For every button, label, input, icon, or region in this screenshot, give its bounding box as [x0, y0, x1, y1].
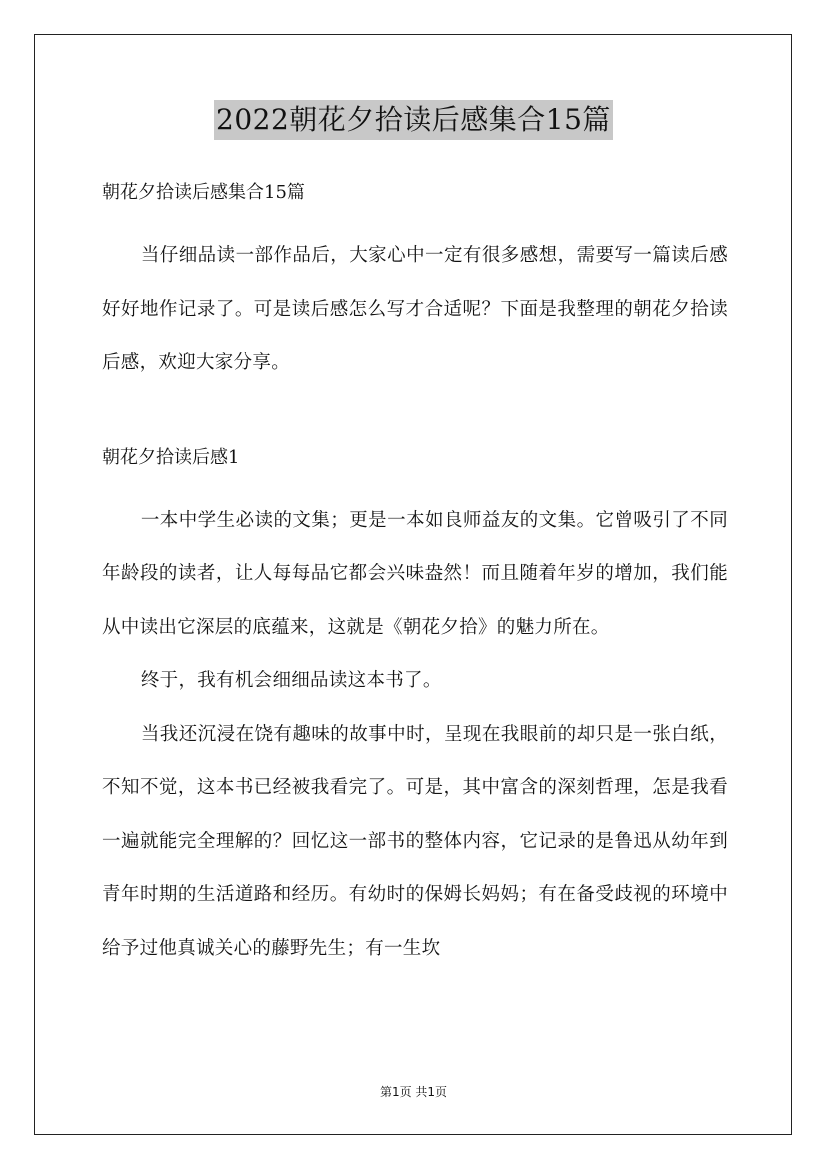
spacer	[102, 390, 728, 440]
page-footer	[0, 1083, 827, 1100]
intro-paragraph[interactable]: 当仔细品读一部作品后，大家心中一定有很多感想，需要写一篇读后感好好地作记录了。可是读后感怎么写才合适呢？下面是我整理的朝花夕拾读后感，欢迎大家分享。	[102, 245, 728, 373]
body-paragraph-2[interactable]: 终于，我有机会细细品读这本书了。	[140, 670, 442, 691]
body-paragraph-1[interactable]: 一本中学生必读的文集；更是一本如良师益友的文集。它曾吸引了不同年龄段的读者，让人每每品它都会兴味盎然！而且随着年岁的增加，我们能从中读出它深层的底蕴来，这就是《朝花夕拾》的魅力所在。	[102, 509, 728, 638]
document-subtitle[interactable]: 朝花夕拾读后感集合15篇	[102, 182, 305, 203]
page-number: 第1页 共1页	[379, 1085, 448, 1099]
title-container	[0, 100, 827, 140]
body-paragraph-3[interactable]: 当我还沉浸在饶有趣味的故事中时，呈现在我眼前的却只是一张白纸，不知不觉，这本书已经被我看完了。可是，其中富含的深刻哲理，怎是我看一遍就能完全理解的？回忆这一部书的整体内容，它记录的是鲁迅从幼年到青年时期的生活道路和经历。有幼时的保姆长妈妈；有在备受歧视的环境中给予过他真诚关心的藤野先生；有一生坎	[102, 723, 728, 959]
spacer	[102, 211, 728, 229]
section-heading[interactable]: 朝花夕拾读后感1	[102, 446, 240, 468]
document-title[interactable]: 2022朝花夕拾读后感集合15篇	[214, 100, 613, 140]
document-body	[102, 175, 728, 975]
spacer	[102, 476, 728, 494]
